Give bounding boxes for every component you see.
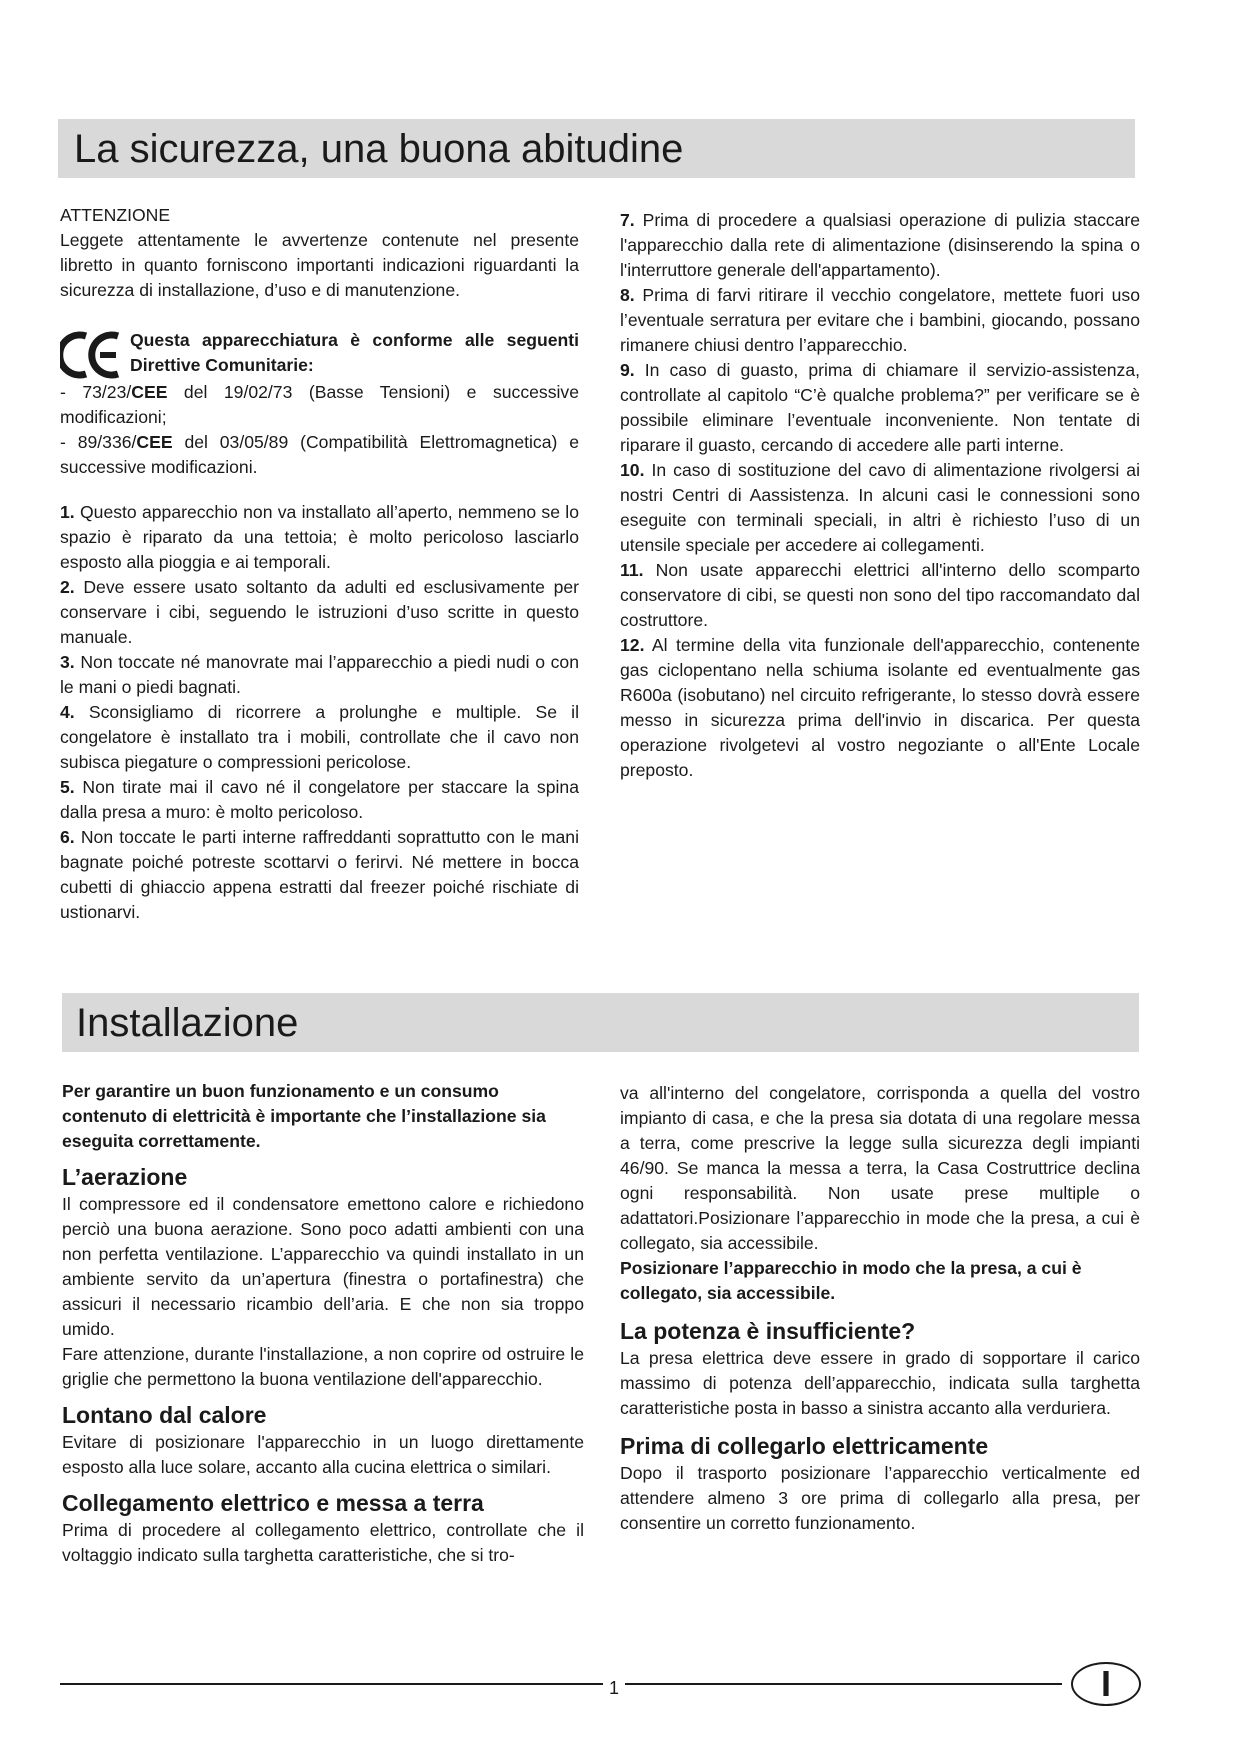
safety-item-11: 11. Non usate apparecchi elettrici all'interno dello scomparto conservatore di cibi, se questi non sono del tipo raccomandato dal costruttore. (620, 560, 1140, 630)
calore-text: Evitare di posizionare l'apparecchio in un luogo direttamente esposto alla luce solare, accanto alla cucina elettrica o similari. (62, 1432, 584, 1477)
safety-item-9: 9. In caso di guasto, prima di chiamare il servizio-assistenza, controllate al capitolo “C’è qualche problema?” per verificare se è possibile eliminare l’eventuale inconveniente. Non tentate di riparare il guasto, cercando di accedere alle parti interne. (620, 360, 1140, 455)
safety-intro: Leggete attentamente le avvertenze contenute nel presente libretto in quanto forniscono importanti indicazioni riguardanti la sicurezza di installazione, d’uso e di manutenzione. (60, 230, 579, 300)
safety-item-8: 8. Prima di farvi ritirare il vecchio congelatore, mettete fuori uso l’eventuale serratura per evitare che i bambini, giocando, possano rimanere chiusi dentro l’apparecchio. (620, 285, 1140, 355)
prima-collegarlo-title: Prima di collegarlo elettricamente (620, 1433, 989, 1459)
safety-item-12: 12. Al termine della vita funzionale dell'apparecchio, contenente gas ciclopentano nella schiuma isolante ed eventualmente gas R600a (isobutano) nel circuito refrigerante, lo stesso dovrà essere messo in sicurezza prima dell'invio in discarica. Per questa operazione rivolgetevi al vostro negoziante o all'Ente Locale preposto. (620, 635, 1140, 780)
presa-accessibile-note: Posizionare l’apparecchio in modo che la presa, a cui è collegato, sia accessibile. (620, 1258, 1082, 1303)
safety-item-7: 7. Prima di procedere a qualsiasi operazione di pulizia staccare l'apparecchio dalla rete di alimentazione (disinserendo la spina o l'interruttore generale dell'appartamento). (620, 210, 1140, 280)
ce-declaration (60, 328, 579, 380)
ce-mark-icon (60, 330, 122, 380)
installation-left-column (62, 1079, 584, 1568)
ce-heading: Questa apparecchiatura è conforme alle seguenti Direttive Comunitarie: (130, 330, 579, 375)
page-number: 1 (603, 1678, 625, 1699)
aerazione-title: L’aerazione (62, 1164, 188, 1190)
section-title-safety: La sicurezza, una buona abitudine (74, 127, 684, 171)
safety-item-10: 10. In caso di sostituzione del cavo di alimentazione rivolgersi ai nostri Centri di Aassistenza. In alcuni casi le connessioni sono eseguite con terminali speciali, in altri è richiesto l’uso di un utensile speciale per accedere ai collegamenti. (620, 460, 1140, 555)
safety-item-6: 6. Non toccate le parti interne raffreddanti soprattutto con le mani bagnate poiché potreste scottarvi o ferirvi. Né mettere in bocca cubetti di ghiaccio appena estratti dal freezer poiché rischiate di ustionarvi. (60, 827, 579, 922)
section-header-safety (58, 119, 1135, 178)
directive-73-23: - 73/23/CEE del 19/02/73 (Basse Tensioni) e successive modificazioni; (60, 382, 579, 427)
prima-collegarlo-text: Dopo il trasporto posizionare l’apparecchio verticalmente ed attendere almeno 3 ore prima di collegarlo alla presa, per consentire un corretto funzionamento. (620, 1463, 1140, 1533)
safety-item-3: 3. Non toccate né manovrate mai l’apparecchio a piedi nudi o con le mani o piedi bagnati. (60, 652, 579, 697)
safety-item-1: 1. Questo apparecchio non va installato all’aperto, nemmeno se lo spazio è riparato da una tettoia; è molto pericoloso lasciarlo esposto alla pioggia e ai temporali. (60, 502, 579, 572)
aerazione-text-2: Fare attenzione, durante l'installazione, a non coprire od ostruire le griglie che permettono la buona ventilazione dell'apparecchio. (62, 1344, 584, 1389)
potenza-text: La presa elettrica deve essere in grado di sopportare il carico massimo di potenza dell’apparecchio, indicata sulla targhetta caratteristiche posta in basso a sinistra accanto alla verduriera. (620, 1348, 1140, 1418)
collegamento-title: Collegamento elettrico e messa a terra (62, 1490, 484, 1516)
collegamento-text: Prima di procedere al collegamento elettrico, controllate che il voltaggio indicato sulla targhetta caratteristiche, che si tro- (62, 1520, 584, 1565)
attention-label: ATTENZIONE (60, 205, 171, 225)
calore-title: Lontano dal calore (62, 1402, 267, 1428)
safety-item-4: 4. Sconsigliamo di ricorrere a prolunghe e multiple. Se il congelatore è installato tra i mobili, controllate che il cavo non subisca piegature o compressioni pericolose. (60, 702, 579, 772)
safety-item-2: 2. Deve essere usato soltanto da adulti ed esclusivamente per conservare i cibi, seguendo le istruzioni d’uso scritte in questo manuale. (60, 577, 579, 647)
safety-left-column (60, 203, 579, 925)
safety-right-column (620, 208, 1140, 783)
aerazione-text-1: Il compressore ed il condensatore emettono calore e richiedono perciò una buona aerazione. Sono poco adatti ambienti con una non perfetta ventilazione. L’apparecchio va quindi installato in un ambiente servito da un’apertura (finestra o portafinestra) che assicuri il necessario ricambio dell’aria. E che non sia troppo umido. (62, 1194, 584, 1339)
language-badge: I (1071, 1662, 1141, 1706)
directive-89-336: - 89/336/CEE del 03/05/89 (Compatibilità Elettromagnetica) e successive modificazioni. (60, 432, 579, 477)
section-title-installation: Installazione (76, 1001, 299, 1045)
collegamento-continued-text: va all'interno del congelatore, corrisponda a quella del vostro impianto di casa, e che la presa sia dotata di una regolare messa a terra, come prescrive la legge sulla sicurezza degli impianti 46/90. Se manca la messa a terra, la Casa Costruttrice declina ogni responsabilità. Non usate prese multiple o adattatori.Posizionare l’apparecchio in mode che la presa, a cui è collegato, sia accessibile. (620, 1083, 1140, 1253)
installation-right-column (620, 1081, 1140, 1536)
section-header-installation (62, 993, 1139, 1052)
installation-lead: Per garantire un buon funzionamento e un consumo contenuto di elettricità è importante che l’installazione sia eseguita correttamente. (62, 1081, 546, 1151)
footer-rule (60, 1683, 1062, 1685)
safety-item-5: 5. Non tirate mai il cavo né il congelatore per staccare la spina dalla presa a muro: è molto pericoloso. (60, 777, 579, 822)
potenza-title: La potenza è insufficiente? (620, 1318, 916, 1344)
